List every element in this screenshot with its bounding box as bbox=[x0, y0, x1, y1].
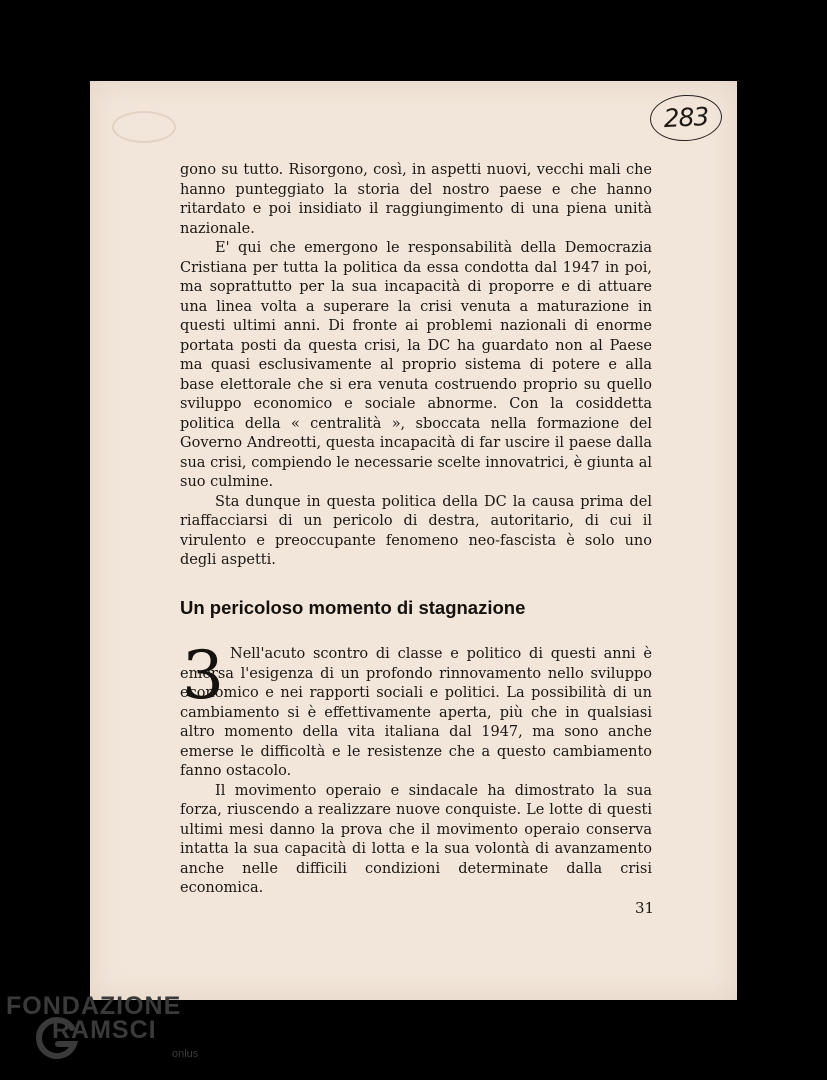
paragraph-3: Sta dunque in questa politica della DC la causa prima del riaffacciarsi di un pericolo di destra, autoritario, di cui il virulento e preoccupante fenomeno neo-fascista è solo uno degli aspetti. bbox=[180, 493, 652, 568]
faded-stamp-mark bbox=[112, 111, 176, 143]
paragraph-1: gono su tutto. Risorgono, così, in aspetti nuovi, vecchi mali che hanno punteggiato la storia del nostro paese e che hanno ritardato e poi insidiato il raggiungimento di una piena unità nazionale. bbox=[180, 162, 652, 237]
logo-onlus: onlus bbox=[172, 1048, 199, 1060]
logo-text-line2: RAMSCI bbox=[52, 1016, 157, 1044]
section-paragraph-2: Il movimento operaio e sindacale ha dimostrato la sua forza, riuscendo a realizzare nuove conquiste. Le lotte di questi ultimi mesi danno la prova che il movimento operaio conserva intatta la sua capacità di lotta e la sua volontà di avanzamento anche nelle difficili condizioni determinate dalla crisi economica. bbox=[180, 782, 652, 896]
section-lead-continuation: La possibilità di un cambiamento si è effettivamente aperta, più che in qualsiasi altro momento della vita italiana dal 1947, ma sono anche emerse le difficoltà e le resistenze che a questo cambiamento fanno ostacolo. bbox=[180, 685, 652, 779]
text-block-bottom bbox=[180, 637, 652, 899]
handwritten-page-number: 283 bbox=[649, 93, 723, 143]
fondazione-gramsci-logo bbox=[6, 990, 206, 1070]
paragraph-2: E' qui che emergono le responsabilità della Democrazia Cristiana per tutta la politica da essa condotta dal 1947 in poi, ma soprattutto per la sua incapacità di proporre e di attuare una linea volta a superare la crisi venuta a maturazione in questi ultimi anni. Di fronte ai problemi nazionali di enorme portata posti da questa crisi, la DC ha guardato non al Paese ma quasi esclusivamente al proprio sistema di potere e alla base elettorale che si era venuta costruendo proprio su quello sviluppo economico e sociale abnorme. Con la cosiddetta politica della « centralità », sboccata nella formazione del Governo Andreotti, questa incapacità di far uscire il paese dalla sua crisi, compiendo le necessarie scelte innovatrici, è giunta al suo culmine. bbox=[180, 240, 652, 490]
section-lead-paragraph bbox=[180, 637, 652, 782]
document-page bbox=[90, 81, 737, 1000]
section-number-dropcap: 3 bbox=[182, 637, 224, 714]
logo-text-line1: FONDAZIONE bbox=[6, 992, 182, 1020]
section-lead-text: Nell'acuto scontro di classe e politico di questi anni è emersa l'esigenza di un profondo rinnovamento nello sviluppo economico e nei rapporti sociali e politici. bbox=[180, 646, 652, 701]
page-number: 31 bbox=[635, 899, 655, 917]
text-block-top bbox=[180, 161, 652, 571]
section-heading: Un pericoloso momento di stagnazione bbox=[180, 597, 526, 618]
